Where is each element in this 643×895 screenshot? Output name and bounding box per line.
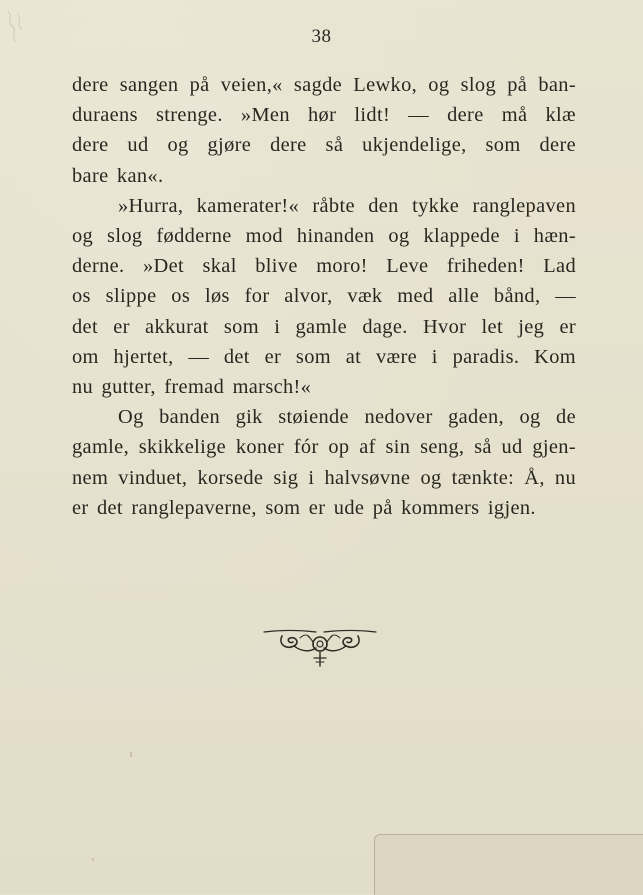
text-line: dere ud og gjøre dere så ukjendelige, som dere (72, 134, 576, 157)
paragraph (72, 70, 576, 191)
text-line: duraens strenge. »Men hør lidt! — dere må klæ (72, 104, 576, 127)
underlying-page-edge (374, 834, 643, 895)
text-line: bare kan«. (72, 164, 164, 187)
text-line: nem vinduet, korsede sig i halvsøvne og tænkte: Å, nu (72, 466, 576, 489)
text-line: derne. »Det skal blive moro! Leve friheden! Lad (72, 255, 576, 278)
text-line: er det ranglepaverne, som er ude på kommers igjen. (72, 496, 536, 519)
text-line: gamle, skikkelige koner fór op af sin seng, så ud gjen- (72, 436, 576, 459)
paper-speck (130, 752, 132, 757)
text-line: og slog fødderne mod hinanden og klappede i hæn- (72, 225, 576, 248)
text-line: os slippe os løs for alvor, væk med alle bånd, — (72, 285, 576, 308)
text-line: det er akkurat som i gamle dage. Hvor let jeg er (72, 315, 576, 338)
paragraph (72, 191, 576, 402)
body-text (72, 70, 576, 523)
paragraph (72, 402, 576, 523)
text-line: »Hurra, kamerater!« råbte den tykke ranglepaven (118, 194, 576, 217)
page-number: 38 (311, 26, 332, 47)
floral-tailpiece-icon (260, 624, 380, 674)
text-line: om hjertet, — det er som at være i paradis. Kom (72, 345, 576, 368)
text-line: nu gutter, fremad marsch!« (72, 376, 312, 399)
text-line: Og banden gik støiende nedover gaden, og de (118, 406, 576, 429)
text-line: dere sangen på veien,« sagde Lewko, og slog på ban- (72, 74, 576, 96)
paper-speck (92, 858, 94, 861)
